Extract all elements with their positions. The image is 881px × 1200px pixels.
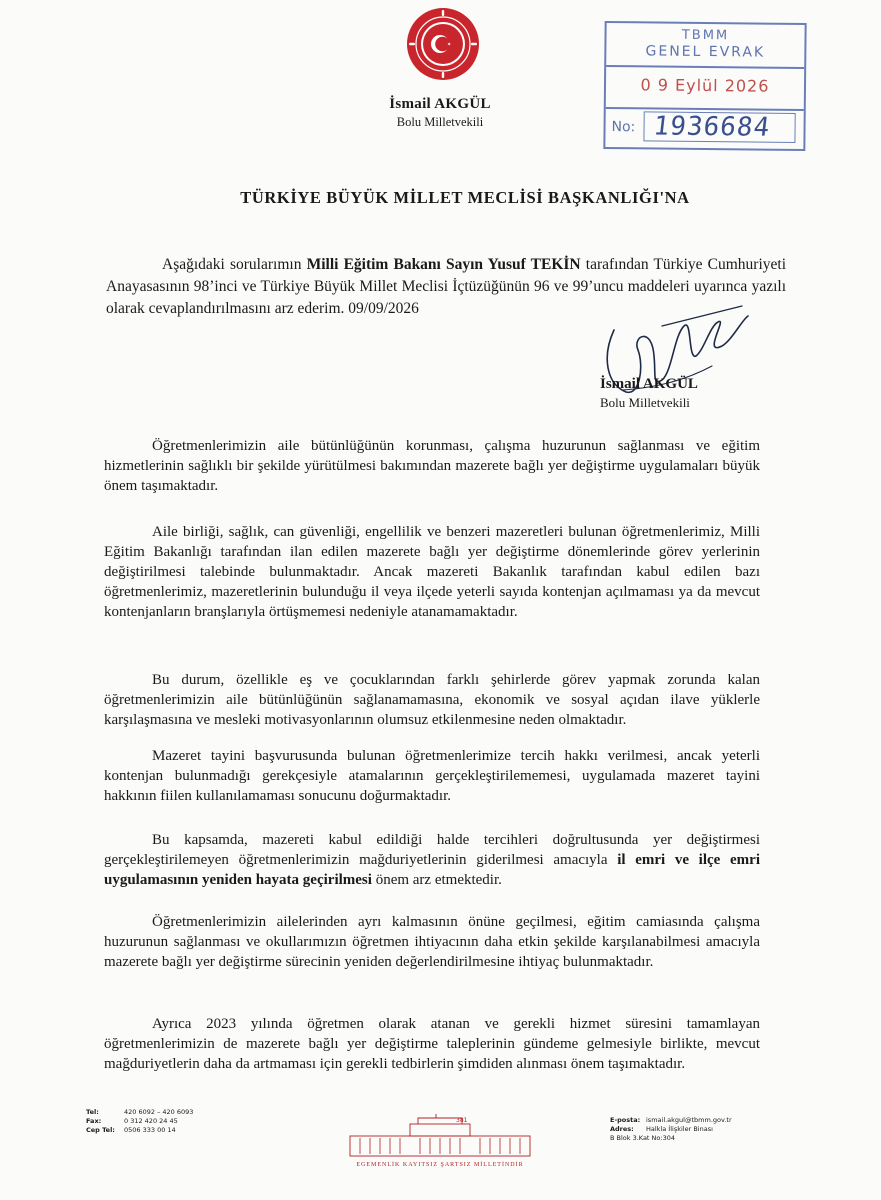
mobile-value: 0506 333 00 14 [124,1126,176,1134]
building-number: 381 [456,1117,468,1124]
body-paragraph: Mazeret tayini başvurusunda bulunan öğretmenlerimize tercih hakkı verilmesi, ancak yeterli kontenjan bulunmadığı gerekçesiyle atamalarının gerçekleştirilememesi, uygulamada mazeret tayini hakkının fiilen kullanılamaması sonucunu doğurmaktadır. [104,748,760,804]
intro-minister: Milli Eğitim Bakanı Sayın Yusuf TEKİN [306,256,581,273]
signature-block [600,376,760,411]
stamp-number-label: No: [611,119,636,136]
author-header [360,96,520,130]
paragraph-text: önem arz etmektedir. [371,872,502,888]
intro-text: Aşağıdaki sorularımın [162,256,307,273]
stamp-divider [606,107,804,111]
address-line: Halkla İlişkiler Binası [646,1125,713,1133]
tel-value: 420 6092 – 420 6093 [124,1108,194,1116]
author-name: İsmail AKGÜL [389,96,491,112]
highlighted-request: il emri ve ilçe emri uygulamasının yeniden hayata geçirilmesi [104,852,760,888]
tbmm-emblem-icon [405,6,481,82]
intro-text: tarafından Türkiye Cumhuriyeti Anayasasının 98’inci ve Türkiye Büyük Millet Meclisi İçtüzüğünün 96 ve 99’uncu maddeleri uyarınca yazılı olarak cevaplandırılmasını arz ederim. 09/09/2026 [106,256,786,317]
body-paragraph: Aile birliği, sağlık, can güvenliği, engellilik ve benzeri mazeretleri bulunan öğretmenlerimiz, Milli Eğitim Bakanlığı tarafından ilan edilen mazerete bağlı yer değiştirme dönemlerinde görev yerlerinin değiştirilmesi talebinde bulunmaktadır. Ancak mazereti Bakanlık tarafından kabul edilen bazı öğretmenlerimiz, mazeretlerinin bulunduğu il veya ilçede yeterli sayıda kontenjan açılmaması ya da mevcut kontenjanların branşlarıyla örtüşmemesi nedeniyle atanamamaktadır. [104,524,760,620]
author-role: Bolu Milletvekili [396,115,484,129]
signature-name: İsmail AKGÜL [600,376,698,392]
stamp-number: 1936684 [651,111,772,143]
parliament-building-icon [340,1114,540,1160]
email-label: E-posta: [610,1116,641,1124]
email-value: ismail.akgul@tbmm.gov.tr [646,1116,732,1124]
stamp-department: GENEL EVRAK [645,43,766,61]
document-title: TÜRKİYE BÜYÜK MİLLET MECLİSİ BAŞKANLIĞI'NA [240,188,690,207]
paragraph-text: Bu kapsamda, mazereti kabul edildiği halde tercihleri doğrultusunda yer değiştirmesi gerçekleştirilemeyen öğretmenlerimizin mağduriyetlerinin giderilmesi amacıyla [104,832,760,868]
fax-value: 0 312 420 24 45 [124,1117,178,1125]
body-paragraph: Ayrıca 2023 yılında öğretmen olarak atanan ve gerekli hizmet süresini tamamlayan öğretmenlerimizin de mazerete bağlı yer değiştirme taleplerinin gündeme gelmesiyle birlikte, mevcut mağduriyetlerin daha da artmaması için gerekli tedbirlerin şimdiden alınması önem taşımaktadır. [104,1016,760,1072]
tel-label: Tel: [86,1108,99,1116]
body-paragraph: Bu durum, özellikle eş ve çocuklarından farklı şehirlerde görev yapmak zorunda kalan öğretmenlerimizin aile bütünlüğünün sağlanamamasına, ekonomik ve sosyal açıdan ilave yüklerle karşılaşmasına ve mesleki motivasyonlarının olumsuz etkilenmesine neden olmaktadır. [104,672,760,728]
body-paragraph: Öğretmenlerimizin ailelerinden ayrı kalmasının önüne geçilmesi, eğitim camiasında çalışma huzurunun sağlanması ve okullarımızın öğretmen ihtiyacının daha etkin şekilde karşılanabilmesi amacıyla mazerete bağlı yer değiştirme sürecinin yeniden değerlendirilmesine ihtiyaç bulunmaktadır. [104,914,760,970]
fax-label: Fax: [86,1117,102,1125]
stamp-org: TBMM [681,27,730,44]
body-paragraph: Öğretmenlerimizin aile bütünlüğünün korunması, çalışma huzurunun sağlanması ve eğitim hizmetlerinin sağlıklı bir şekilde yürütülmesi bakımından mazerete bağlı yer değiştirme uygulamaları büyük önem taşımaktadır. [104,438,760,494]
address-line: B Blok 3.Kat No:304 [610,1134,675,1142]
footer-contact [86,1108,193,1135]
stamp-date: 0 9 Eylül 2026 [640,75,770,96]
body-paragraph [104,830,760,890]
mobile-label: Cep Tel: [86,1126,115,1134]
incoming-document-stamp [603,21,806,151]
signature-role: Bolu Milletvekili [600,395,690,410]
address-label: Adres: [610,1125,634,1133]
footer-address [610,1116,732,1143]
footer-motto: EGEMENLİK KAYITSIZ ŞARTSIZ MİLLETİNDİR [356,1162,524,1168]
stamp-divider [606,65,804,69]
